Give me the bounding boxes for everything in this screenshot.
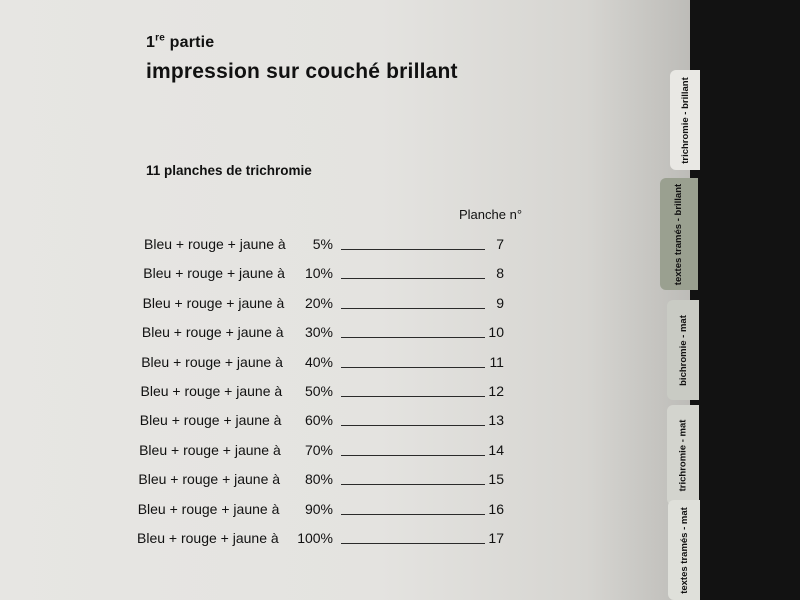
table-row <box>138 501 515 521</box>
row-label: Bleu + rouge + jaune à <box>137 500 280 517</box>
table-row <box>143 265 515 285</box>
row-label: Bleu + rouge + jaune à <box>142 294 285 311</box>
row-label: Bleu + rouge + jaune à <box>138 471 281 488</box>
row-label: Bleu + rouge + jaune à <box>140 383 283 399</box>
row-leader-line <box>341 308 485 309</box>
part-word: partie <box>169 34 215 51</box>
row-percent: 90% <box>304 500 333 517</box>
table-row <box>139 442 515 462</box>
row-plate-number: 12 <box>488 383 504 399</box>
row-leader-line <box>341 249 485 250</box>
row-plate-number: 16 <box>488 500 504 517</box>
section-tab[interactable] <box>670 70 700 170</box>
row-plate-number: 10 <box>488 324 504 341</box>
page-title: impression sur couché brillant <box>146 60 458 83</box>
row-plate-number: 17 <box>488 530 504 546</box>
table-row <box>141 383 516 403</box>
row-leader-line <box>341 514 485 515</box>
row-percent: 70% <box>304 441 333 458</box>
row-percent: 40% <box>304 353 333 370</box>
row-plate-number: 8 <box>496 265 504 282</box>
row-label: Bleu + rouge + jaune à <box>141 353 283 370</box>
row-leader-line <box>341 425 485 426</box>
table-row <box>142 324 515 344</box>
row-leader-line <box>341 396 485 397</box>
row-label: Bleu + rouge + jaune à <box>141 324 284 341</box>
row-plate-number: 15 <box>488 471 504 488</box>
row-leader-line <box>341 278 485 279</box>
row-leader-line <box>341 484 485 485</box>
section-title: 11 planches de trichromie <box>146 163 312 178</box>
section-tab-label: trichromie - brillant <box>679 76 691 164</box>
table-row <box>138 471 515 491</box>
section-tab[interactable] <box>667 405 699 505</box>
row-leader-line <box>341 543 485 544</box>
section-tab-label: trichromie - mat <box>677 419 689 491</box>
row-label: Bleu + rouge + jaune à <box>144 236 286 252</box>
section-tab[interactable] <box>660 178 698 290</box>
row-percent: 80% <box>304 471 333 488</box>
row-label: Bleu + rouge + jaune à <box>143 265 285 282</box>
row-plate-number: 9 <box>496 294 504 311</box>
section-tab[interactable] <box>668 500 700 600</box>
row-plate-number: 14 <box>488 441 504 458</box>
table-row <box>141 354 515 374</box>
table-row <box>137 530 515 550</box>
row-percent: 30% <box>304 324 333 341</box>
table-row <box>143 295 515 315</box>
table-row <box>140 412 515 432</box>
row-label: Bleu + rouge + jaune à <box>137 530 279 546</box>
section-tab-label: textes tramés - mat <box>678 506 690 594</box>
row-percent: 50% <box>304 383 333 399</box>
row-percent: 20% <box>304 294 333 311</box>
row-percent: 60% <box>304 412 333 429</box>
row-percent: 100% <box>297 530 333 546</box>
table-row <box>144 236 515 256</box>
row-percent: 5% <box>312 236 333 252</box>
row-label: Bleu + rouge + jaune à <box>139 412 282 429</box>
row-leader-line <box>341 337 485 338</box>
part-superscript: re <box>155 32 165 44</box>
row-plate-number: 11 <box>489 353 504 370</box>
row-label: Bleu + rouge + jaune à <box>139 441 281 458</box>
row-leader-line <box>341 455 485 456</box>
section-tab-label: textes tramés - brillant <box>673 183 685 285</box>
row-leader-line <box>341 367 485 368</box>
row-plate-number: 7 <box>496 236 504 252</box>
row-percent: 10% <box>304 265 333 282</box>
row-plate-number: 13 <box>488 412 504 429</box>
section-tab[interactable] <box>667 300 699 400</box>
column-header-plate: Planche n° <box>459 207 523 222</box>
section-tab-label: bichromie - mat <box>677 314 689 386</box>
part-number: 1 <box>146 34 156 51</box>
section-tabs <box>640 0 720 600</box>
